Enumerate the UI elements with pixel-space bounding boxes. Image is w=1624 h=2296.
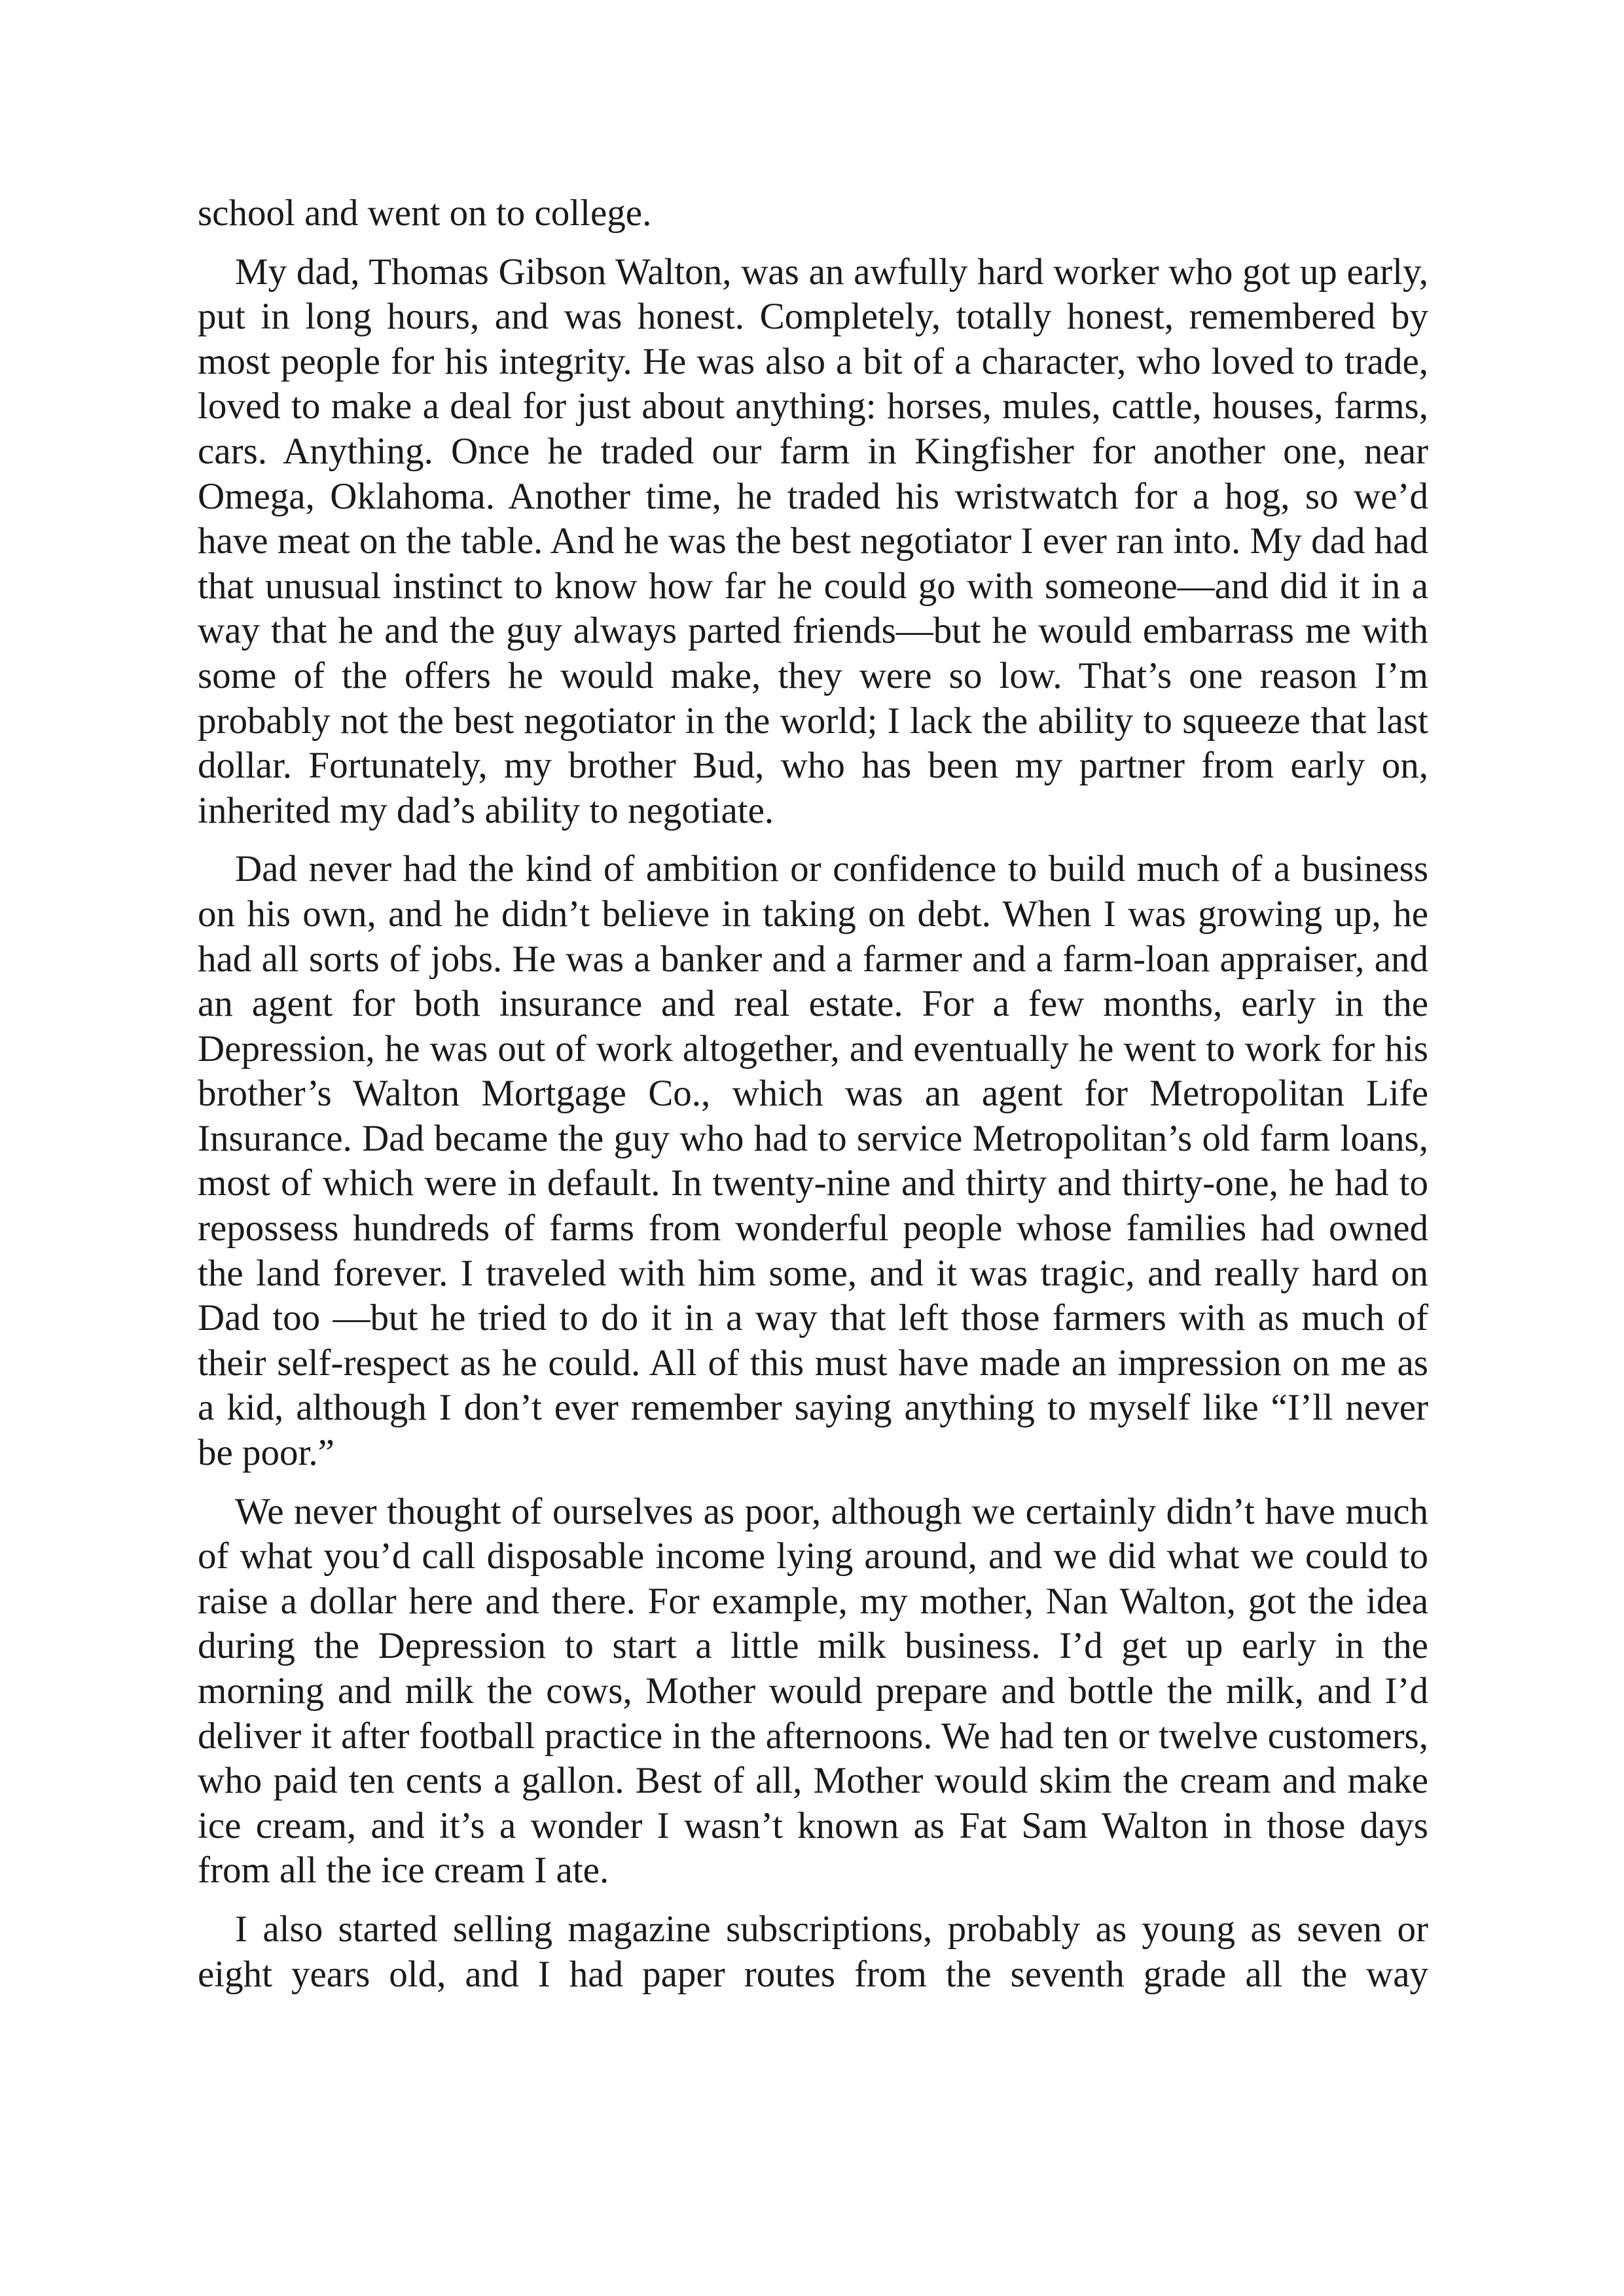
paragraph-milk-business: We never thought of ourselves as poor, although we certainly didn’t have much of what you’d call disposable income lying around, and we did what we could to raise a dollar here and there. For example, my mother, Nan Walton, got the idea during the Depression to start a little milk business. I’d get up early in the morning and milk the cows, Mother would prepare and bottle the milk, and I’d deliver it after football practice in the afternoons. We had ten or twelve customers, who paid ten cents a gallon. Best of all, Mother would skim the cream and make ice cream, and it’s a wonder I wasn’t known as Fat Sam Walton in those days from all the ice cream I ate. xyxy=(198,1490,1428,1892)
paragraph-continued: school and went on to college. xyxy=(198,192,652,234)
paragraph-dad-jobs: Dad never had the kind of ambition or confidence to build much of a business on his own, and he didn’t believe in taking on debt. When I was growing up, he had all sorts of jobs. He was a banker and a farmer and a farm-loan appraiser, and an agent for both insurance and real estate. For a few months, early in the Depression, he was out of work altogether, and eventually he went to work for his brother’s Walton Mortgage Co., which was an agent for Metropolitan Life Insurance. Dad became the guy who had to service Metropolitan’s old farm loans, most of which were in default. In twenty-nine and thirty and thirty-one, he had to repossess hundreds of farms from wonderful people whose families had owned the land forever. I traveled with him some, and it was tragic, and really hard on Dad too —but he tried to do it in a way that left those farmers with as much of their self-respect as he could. All of this must have made an impression on me as a kid, although I don’t ever remember saying anything to myself like “I’ll never be poor.” xyxy=(198,848,1428,1474)
paragraph-dad-trader: My dad, Thomas Gibson Walton, was an awfully hard worker who got up early, put in long hours, and was honest. Completely, totally honest, remembered by most people for his integrity. He was also a bit of a character, who loved to trade, loved to make a deal for just about anything: horses, mules, cattle, houses, farms, cars. Anything. Once he traded our farm in Kingfisher for another one, near Omega, Oklahoma. Another time, he traded his wristwatch for a hog, so we’d have meat on the table. And he was the best negotiator I ever ran into. My dad had that unusual instinct to know how far he could go with someone—and did it in a way that he and the guy always parted friends—but he would embarrass me with some of the offers he would make, they were so low. That’s one reason I’m probably not the best negotiator in the world; I lack the ability to squeeze that last dollar. Fortunately, my brother Bud, who has been my partner from early on, inherited my dad’s ability to negotiate. xyxy=(198,251,1428,831)
document-page xyxy=(198,191,1428,2011)
paragraph-magazine-subscriptions: I also started selling magazine subscriptions, probably as young as seven or eight years old, and I had paper routes from the seventh grade all the way xyxy=(198,1908,1428,1995)
